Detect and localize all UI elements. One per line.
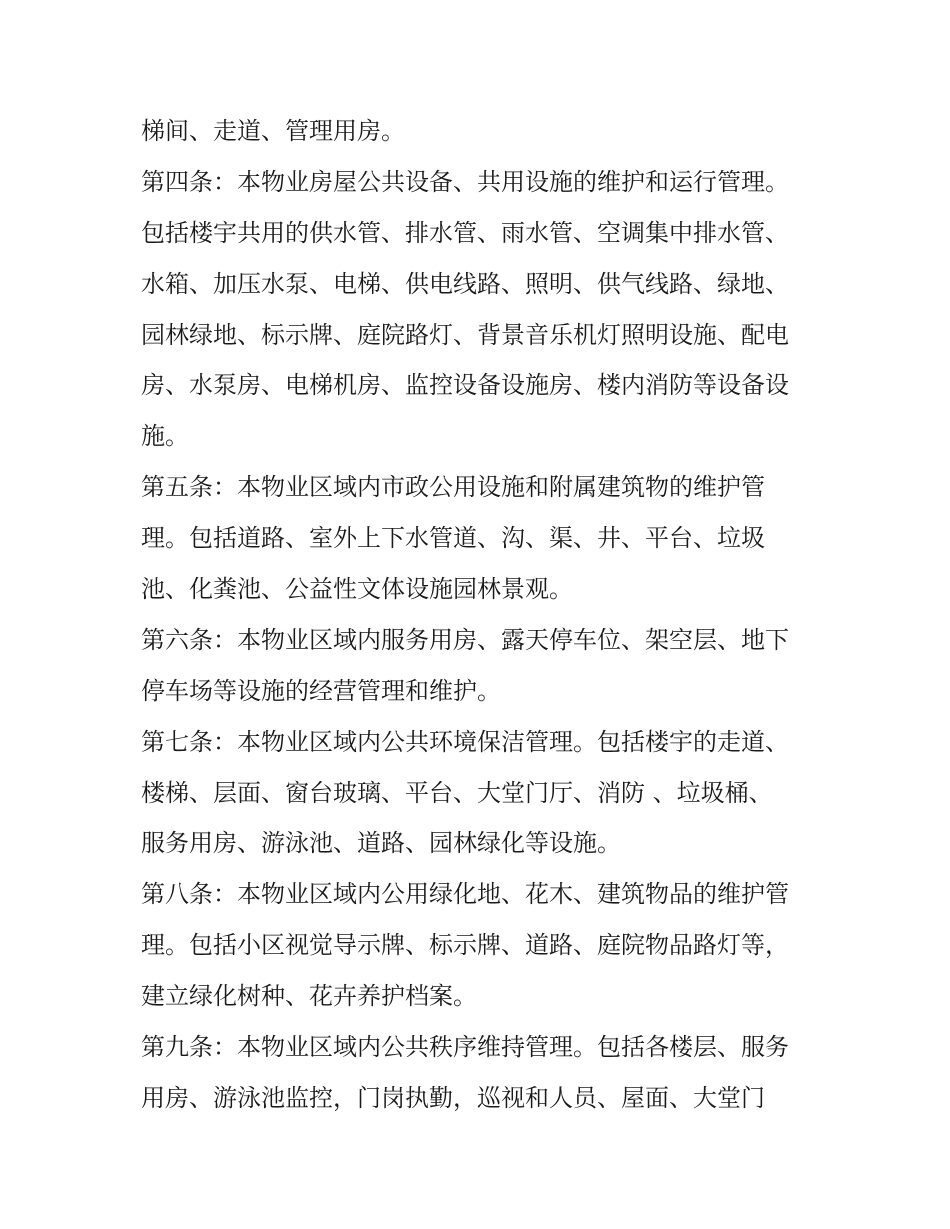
text-line: 第六条：本物业区域内服务用房、露天停车位、架空层、地下 [141, 625, 789, 654]
text-line: 第五条：本物业区域内市政公用设施和附属建筑物的维护管 [141, 473, 765, 502]
text-line: 施。 [141, 422, 189, 451]
text-line: 包括楼宇共用的供水管、排水管、雨水管、空调集中排水管、 [141, 218, 789, 247]
text-line: 用房、游泳池监控，门岗执勤，巡视和人员、屋面、大堂门 [141, 1083, 765, 1112]
text-line: 建立绿化树种、花卉养护档案。 [141, 982, 477, 1011]
text-line: 第七条：本物业区域内公共环境保洁管理。包括楼宇的走道、 [141, 727, 789, 756]
text-line: 第九条：本物业区域内公共秩序维持管理。包括各楼层、服务 [141, 1033, 789, 1062]
text-line: 楼梯、层面、窗台玻璃、平台、大堂门厅、消防 、垃圾桶、 [141, 778, 773, 807]
text-line: 池、化粪池、公益性文体设施园林景观。 [141, 575, 573, 604]
text-line: 服务用房、游泳池、道路、园林绿化等设施。 [141, 829, 621, 858]
text-line: 第四条：本物业房屋公共设备、共用设施的维护和运行管理。 [141, 167, 789, 196]
text-line: 园林绿地、标示牌、庭院路灯、背景音乐机灯照明设施、配电 [141, 320, 789, 349]
document-body [141, 106, 813, 1124]
text-line: 理。包括道路、室外上下水管道、沟、渠、井、平台、垃圾 [141, 524, 765, 553]
text-line: 水箱、加压水泵、电梯、供电线路、照明、供气线路、绿地、 [141, 269, 789, 298]
text-line: 房、水泵房、电梯机房、监控设备设施房、楼内消防等设备设 [141, 371, 789, 400]
text-line: 第八条：本物业区域内公用绿化地、花木、建筑物品的维护管 [141, 880, 789, 909]
text-line: 停车场等设施的经营管理和维护。 [141, 676, 501, 705]
text-line: 理。包括小区视觉导示牌、标示牌、道路、庭院物品路灯等， [141, 931, 789, 960]
text-line: 梯间、走道、管理用房。 [141, 117, 405, 145]
